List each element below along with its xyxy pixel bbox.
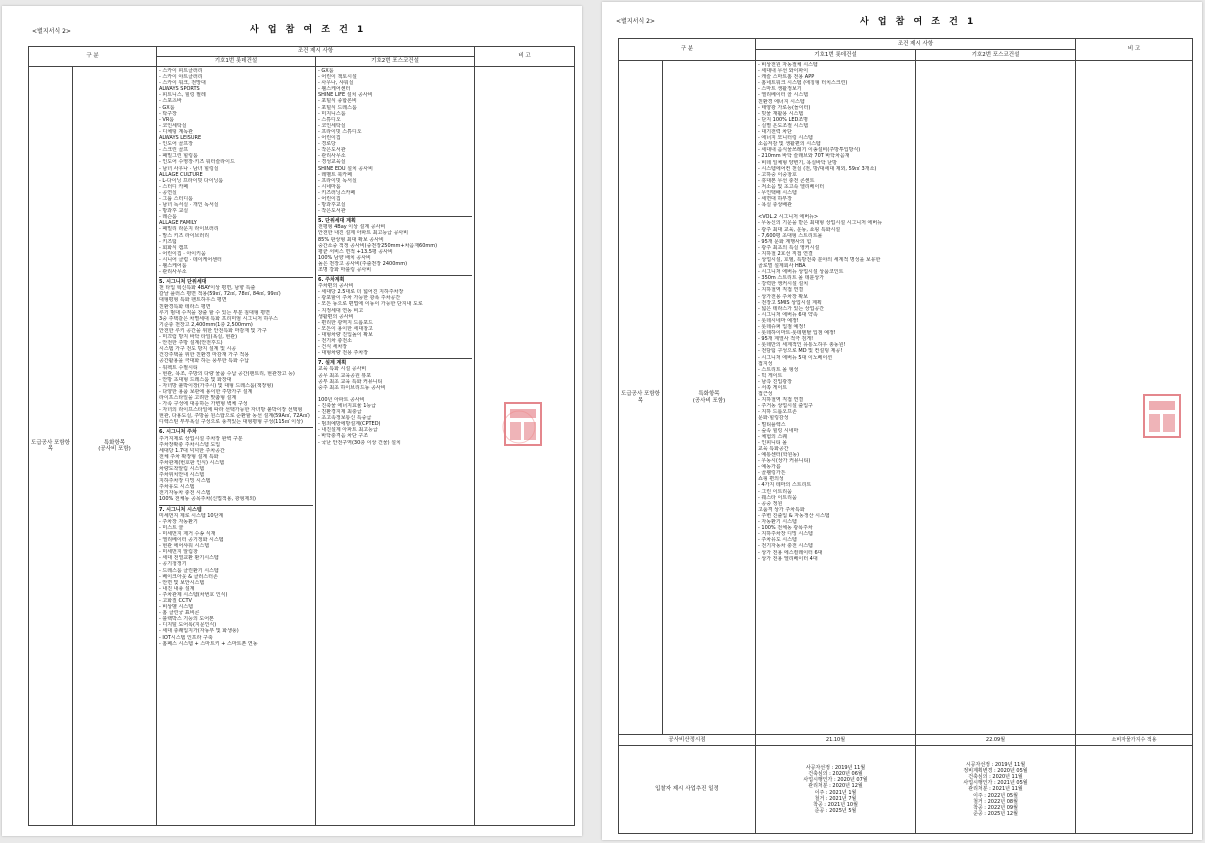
list-item: - 넓은 테라스가 있는 상업공간 — [758, 305, 825, 312]
list-item: - 체험의 스퀘 — [758, 433, 788, 440]
list-item: - 그룹 스터디룸 — [159, 195, 193, 202]
row-sublabel: 특화항목 (공사비 포함) — [663, 61, 756, 735]
list-item: - 캐슬 스마트홈 전용 APP — [758, 74, 815, 81]
list-item: - 세대 층쾌입지가(자동부 및 화생풍) — [159, 628, 239, 635]
list-item: - 프라이빗 스튜디오 — [318, 128, 362, 135]
page-title: 사 업 참 여 조 건 1 — [250, 25, 367, 35]
list-item: - 강력한 앵커시설 설치 — [758, 281, 809, 288]
list-item: - IOT시스템 인프라 구축 — [159, 634, 213, 641]
list-item: - 현관, 욕조, 주방의 다량 물품 수납 공간(팬트리, 현관장고 등) — [159, 370, 295, 377]
list-item: - 어린이집 · 아이키움 — [159, 250, 206, 257]
list-item: - 탁구장 — [159, 110, 177, 117]
list-item: - 작은도서관 — [318, 147, 346, 154]
list-item: - 안방 초대형 드레스룸 및 화장대 — [159, 376, 232, 383]
list-item: 전체 주차 확장형 설계 특화 — [159, 453, 219, 460]
list-item: - 7,600평 초대형 스트리트몰 — [758, 232, 823, 239]
list-item: - 남녀 사우나 · 남녀 힐링실 — [159, 165, 219, 172]
list-item: - 대기전력 차단 — [758, 129, 792, 136]
list-item: - 비상벨 시스템 — [159, 604, 193, 611]
list-item: - GX룸 — [159, 104, 175, 111]
list-item: - L-다이닝 프라이빗 다이닝룸 — [159, 177, 224, 184]
list-item: - 골웰링가든 — [758, 470, 786, 477]
schedule-item: 관리처분 : 2021년 11월 — [968, 786, 1023, 793]
document-page-1 — [2, 6, 582, 836]
page-title: 사 업 참 여 조 건 1 — [860, 17, 977, 27]
list-item: 친환경 에너지 시스템 — [758, 98, 805, 105]
list-item: 지하주차장 디밍 시스템 — [159, 478, 211, 485]
list-item: - 세대내 무선 와이파이 — [758, 68, 809, 75]
list-item: 현관, 다용도실, 주방을 원스탑으로 순환할 동선 설계(59A㎡, 72A㎡) — [159, 413, 310, 420]
list-item: - 롯데만의 세계적인 유통노하우 총동원! — [758, 342, 846, 349]
list-item: - 공연실 — [159, 189, 177, 196]
section-heading: 5. 단위세대 계획 — [318, 218, 356, 225]
list-item: - 전기차 충전소 — [318, 338, 352, 345]
list-item: - 미지니스룸 — [318, 110, 346, 117]
list-item: - 바닥충격음 차단 구조 — [318, 433, 369, 440]
list-item: - 주차관제 시스템(차번호 인식) — [159, 591, 228, 598]
list-item: 친환경특화 테라스 평면 — [159, 303, 211, 310]
list-item: 공간활용을 극대화 하는 풍부한 특화 수납 — [159, 358, 250, 365]
schedule-item: 정비계획변경 : 2020년 05월 — [963, 768, 1028, 775]
remarks-cell — [475, 67, 575, 826]
list-item: - 홈페스 시스템 + 스마트키 + 스마트폰 연동 — [159, 640, 258, 647]
list-item: 중주 최초 하이브리드동 공사비 — [318, 384, 386, 391]
list-item: - GX룸 — [318, 68, 334, 74]
schedule-item: 사업시행인가 : 2021년 05월 — [963, 780, 1028, 787]
list-item: - 전기자동차 충전 시스템 — [758, 543, 813, 550]
section-heading: 7. 설계 계획 — [318, 360, 347, 367]
list-item: 접근성 — [758, 391, 773, 398]
list-item: - 시그니처 에버뉴 6대 약속 — [758, 311, 818, 318]
list-item: - 상업시설, 호텔, 특방전축 분야의 세계적 명성을 보유한 — [758, 257, 881, 263]
list-item: - 350m 스트리트 몰 데뷴상가 — [758, 275, 825, 282]
list-item: - 시그니처 에버뉴 5대 이노베이션 — [758, 354, 833, 361]
list-item: - 포털식 종합론비 — [318, 98, 357, 105]
list-item: 차량도착알림 시스템 — [159, 466, 205, 472]
schedule-item: 건축심의 : 2020년 11월 — [968, 774, 1023, 781]
list-item: - 사우나, 샤워실 — [318, 80, 354, 87]
schedule-item: 준공 : 2025년 5월 — [814, 807, 857, 814]
list-item: 세대당 1.7대 넉넉한 주차공간 — [159, 447, 225, 454]
list-item: - 숲속 힐링 시네마 — [758, 427, 799, 434]
list-item: - 포털식 드레스룸 — [318, 104, 357, 111]
list-item: - 공기청정기 — [159, 561, 187, 568]
list-item: - 관리사무소 — [159, 269, 187, 276]
list-item: - 광주 최초의 특실 영커시설 — [758, 244, 820, 251]
list-item: - 롯데시네마 예정! — [758, 317, 799, 324]
list-item: - 시스템에어컨 천실 (전, 방/대세대 제외, 59㎡ 3개소) — [758, 165, 877, 172]
schedule-item: 준공 : 2025년 12월 — [973, 810, 1018, 817]
list-item: - 방과후 교실 — [159, 208, 189, 215]
list-item: - 베이크아웃 & 클러스터존 — [159, 573, 218, 580]
list-item: 시스템 가구 전도 방지 설계 및 시공 — [159, 346, 237, 353]
schedule-item: 철거 : 2022년 08월 — [973, 798, 1018, 805]
list-item: 주차유도 시스템 — [159, 484, 195, 491]
biz-cost-remark: 소비자물가지수 적용 — [1076, 735, 1193, 746]
list-item: - 스마트 생활정보기 — [758, 86, 802, 93]
section-heading: 6. 주차계획 — [318, 277, 345, 284]
list-item: 소음저감 및 생활편의 시스템 — [758, 141, 821, 148]
list-item: - 광포할이 주차 가능한 광폭 주차공간 — [318, 295, 401, 302]
list-item: - 광주 최대 교육, 운동, 쇼핑 특화시설 — [758, 226, 841, 233]
section-heading: 7. 시그니처 시스템 — [159, 506, 202, 513]
list-item: - 에너지 모니터링 시스템 — [758, 135, 813, 142]
header-category: 구 분 — [29, 47, 157, 67]
list-item: - 고화질 CCTV — [159, 597, 192, 604]
header-category: 구 분 — [619, 39, 756, 61]
list-item: - 예통센터(학원동) — [758, 452, 800, 458]
list-item: - 인도어 수영장·키즈 워터슬라이드 — [159, 159, 235, 166]
list-item: - 내진설계 아파트 최고등급 — [318, 427, 378, 434]
list-item: - 상가전용 주차장 확보 — [758, 293, 809, 300]
red-seal-stamp-icon — [499, 397, 547, 451]
list-item: - 피트니스, 힐링 필레 — [159, 92, 206, 99]
list-item: - 코인세탁실 — [318, 122, 346, 129]
list-item: - VR룸 — [159, 116, 175, 123]
list-item: - 지하철역 직접 연결 — [758, 397, 804, 404]
list-item: 기준층 천장고 2,400mm(1층 2,500mm) — [159, 321, 253, 328]
list-item: - 롯데하이마트·롯데텐탈 입점 예정! — [758, 330, 836, 337]
list-item: - 실별 온도조절 시스템 — [758, 122, 809, 129]
list-item: - 현관 에어샤워 시스템 — [159, 543, 210, 550]
list-item: - 어린이집 — [318, 195, 341, 202]
schedule-bidder-2 — [916, 746, 1076, 834]
list-item: 교육 특화공간 — [758, 445, 789, 452]
list-item: 공무 최초 교육공원 뷰포 — [318, 372, 372, 379]
list-item: ALLAGE CULTURE — [159, 171, 203, 178]
list-item: - 상가 전용 엘리베이터 4대 — [758, 555, 818, 562]
item-section — [318, 216, 472, 273]
bidder-2-items-empty — [916, 61, 1076, 735]
list-item: - 코인세탁실 — [159, 122, 187, 129]
list-item: 높은 천장고 공사비(주출천장 2400mm) — [318, 260, 408, 267]
remarks-cell — [1076, 61, 1193, 735]
bidder-1-items — [157, 67, 316, 826]
list-item: - 관리사무소 — [318, 153, 346, 160]
row-sublabel: 특화항목 (공사비 포함) — [73, 67, 157, 826]
list-item: - 회화식 캠프 — [159, 244, 189, 251]
list-item: 3중 주택같은 차별세대 특화 프리미엄 시그니처 하우스 — [159, 315, 278, 322]
list-item: 주차위치안내 시스템 — [159, 472, 205, 479]
list-item: 평균 서비스 면적 +13.5평 공사비 — [318, 248, 393, 255]
schedule-item: 시공자선정 : 2019년 11월 — [965, 762, 1026, 769]
list-item: - 세대 전열교환 환기시스템 — [159, 555, 219, 562]
list-item: - 스크린 골프 — [159, 147, 189, 154]
schedule-item: 철거 : 2021년 7월 — [814, 795, 857, 802]
list-item: - 패밀리 라운지 라이브러리 — [159, 226, 219, 233]
list-item: - 지하철역 직접 연결 — [758, 287, 804, 294]
list-item: - 키즈러닝스카페 — [318, 189, 356, 196]
list-item: - 엘리베이터 공기정화 시스템 — [159, 537, 224, 544]
list-item: 주차장확충 주차시스템 도입 — [159, 441, 221, 448]
list-item: 접지성 — [758, 360, 773, 367]
list-item: <VOL.2 시그니처 에버뉴> — [758, 214, 819, 221]
list-item: - 95개 계열사 적극 검게! — [758, 336, 814, 343]
list-item: - 태양광 가로등(놀이터) — [758, 104, 811, 111]
list-item: 조명 강화 마블링 공사비 — [318, 267, 372, 273]
list-item: 라이프스타일을 고려한 맞춤형 설계 — [159, 394, 237, 401]
bidder-1-items — [756, 61, 916, 735]
list-item: ALWAYS SPORTS — [159, 86, 200, 93]
list-item: - 저소음 및 초고속 엘리베이터 — [758, 183, 825, 190]
row-label: 도급공사 포함항목 — [29, 67, 73, 826]
list-item: - 단지 100% LED조명 — [758, 116, 808, 123]
list-item: 주차편의 공사비 — [318, 283, 354, 290]
schedule-item: 사공자선정 : 2019년 11월 — [805, 765, 866, 772]
list-item: 문화·힐링감성 — [758, 415, 789, 422]
list-item: - 홈네트워크 시스템 (애칭형 터치스크린) — [758, 80, 848, 87]
list-item: - 욕실 층상배관 — [758, 202, 792, 209]
list-item: 안전한 내진 설계 아파트 최고등급 공사비 — [318, 230, 409, 237]
list-item: 공부 최초 교육 특화 커뮤니티 — [318, 378, 383, 385]
list-item: - 키즈팀 — [159, 238, 177, 245]
list-item: - 지하철 2호선 직접 연결 — [758, 250, 813, 257]
list-item: - 스카이 피트클러리 — [159, 68, 203, 74]
list-item: 갈날 플러스 평면 적용(59㎡, 72㎡, 78㎡, 84㎡, 99㎡) — [159, 291, 281, 298]
list-item: - 예동가름 — [758, 464, 781, 471]
schedule-label: 입찰자 제시 사업추진 일정 — [619, 746, 756, 834]
list-item: - 다양한 용품 보관에 용이한 주방가구 설계 — [159, 388, 253, 395]
list-item: - 무동신의 기운을 받은 최대형 상업시설 시그니처 에버뉴 — [758, 220, 883, 227]
header-bidder-2: 기호2번 포스코건설 — [316, 57, 475, 67]
list-item: - 고하중 이중창호 — [758, 171, 797, 178]
list-item: - 미세먼지 알림창 — [159, 549, 198, 556]
list-item: - 스터디 카페 — [159, 183, 189, 190]
list-item: - 웰스케어룸 — [159, 263, 187, 269]
list-item: 100% 남향 배치 공사비 — [318, 254, 371, 261]
schedule-remark — [1076, 746, 1193, 834]
biz-cost-bidder-2: 22.09월 — [916, 735, 1076, 746]
bidder-2-items — [316, 67, 475, 826]
list-item: - 빅 게이트 — [758, 372, 783, 379]
list-item: 전평형 4Bay 이상 설계 공사비 — [318, 224, 386, 231]
list-item: - 프라이빗 독서실 — [318, 177, 357, 184]
list-item: - 웰스케어센터 — [318, 86, 351, 93]
list-item: - 공중 정원 — [758, 500, 783, 507]
list-item: - 210mm 바닥 슬래브와 70T 바닥차음재 — [758, 153, 850, 160]
list-item: - 블랙박스 기능의 도어폰 — [159, 616, 214, 623]
list-item: - 시니어 클럽 · 데이케어센터 — [159, 256, 222, 263]
list-item: - 미세먼지 제거 수송 식재 — [159, 530, 216, 537]
list-item: 디렉스틴 부부욕실 구성으로 풍격있는 대형평형 구성(115㎡ 이상) — [159, 419, 303, 426]
list-item: - 맘스 키즈 라이브러리 — [159, 232, 210, 239]
list-item: - 작은도서관 — [318, 208, 346, 215]
header-bidder-2: 기호2번 포스코건설 — [916, 50, 1076, 61]
header-conditions: 조건 제시 사항 — [756, 39, 1076, 50]
form-label: <별지서식 2> — [32, 28, 71, 35]
list-item: - 초고속정보통신 특중급 — [318, 415, 372, 422]
item-section — [159, 505, 313, 647]
list-item: - 모든 동으로 편법에 이동이 가능한 단지내 도로 — [318, 301, 423, 308]
list-item: - 휴대폰 무선 충전 콘센트 — [758, 177, 815, 184]
list-item: - 지정세대 연동 비고 — [318, 307, 364, 314]
item-section — [159, 277, 313, 425]
list-item: 85% 판상형 최대 확보 공사비 — [318, 236, 384, 243]
list-item: - 자동환기 시스템 — [758, 519, 797, 526]
list-item: 고품격 상가 주차특화 — [758, 506, 805, 513]
list-item: - 100% 전체동 광폭주차 — [758, 525, 813, 532]
list-item: 미세먼지 제로 시스템 10단계 — [159, 512, 224, 519]
list-item: - 범죄예방에방설계(CPTED) — [318, 421, 381, 428]
header-bidder-1: 기호1번 롯데건설 — [756, 50, 916, 61]
list-item: - 무인택배 시스템 — [758, 189, 797, 196]
list-item: - 스트리트 몰 형성 — [758, 366, 799, 373]
list-item: - 남측 진입광장 — [758, 378, 792, 385]
list-item: - 어린이 책토시설 — [318, 74, 357, 81]
list-item: - 스포츠바 — [159, 98, 182, 105]
list-item: - 국난 안전구역(30층 이상 건물) 설치 — [318, 439, 401, 446]
list-item: - 레슨룸 — [159, 214, 177, 221]
list-item: - 스카이 워크, 전망대 — [159, 80, 206, 87]
header-remarks: 비 고 — [1076, 39, 1193, 61]
list-item: - 4가지 테마의 스트리트 — [758, 482, 812, 489]
list-item: - 인도어 골프장 — [159, 141, 193, 148]
list-item: - 어린이집 — [318, 135, 341, 142]
list-item: - 디지털 도어록(지문인식) — [159, 622, 217, 629]
list-item: - 주차유도 시스템 — [758, 537, 797, 544]
list-item: - 안전한 주방 설계(안전후드) — [159, 340, 223, 347]
list-item: 대형평형 특화 팬트하우스 평면 — [159, 297, 227, 304]
list-item: 건강주택을 위한 친환경 마감재 가구 적용 — [159, 352, 250, 359]
list-item: - 모든이 용이한 세대창고 — [318, 325, 373, 332]
list-item: - 내진 내풍 설계 — [159, 585, 195, 592]
schedule-item: 이주 : 2022년 05월 — [973, 792, 1018, 799]
list-item: - 주거동 상업시설 출입구 — [758, 403, 813, 410]
list-item: - 안면 및 보안시스템 — [159, 579, 205, 586]
form-label: <별지서식 2> — [616, 18, 655, 25]
list-item: - 서쪽 게이트 — [758, 384, 788, 391]
document-page-2 — [602, 2, 1202, 840]
list-item: - 주차장 자동환기 — [159, 518, 198, 525]
list-item: 중간소중 적정 공사비(중천장250mm+차음재60mm) — [318, 242, 438, 249]
list-item: - 우동시(상가 커뮤니티) — [758, 458, 811, 465]
list-item: ALLAGE FAMILY — [159, 220, 197, 227]
list-item: 골로벌 설계회사 HBA — [758, 263, 806, 270]
list-item: - 미끄럼 방지 바닥 타일(욕실, 현관) — [159, 334, 238, 341]
list-item: - 전담팀 구성으로 MD 및 컨설팅 제공! — [758, 348, 843, 355]
item-section — [318, 68, 472, 214]
list-item: - 자녀의 라이프스타일에 따라 선택가능한 자녀방 붙박이장 선택형 — [159, 407, 303, 414]
list-item: - 홈 클린궁 표비콘 — [159, 610, 200, 617]
schedule-item: 건축심의 : 2020년 06월 — [808, 771, 863, 778]
list-item: - 대형차량 진입높이 확보 — [318, 331, 373, 338]
list-item: 전기자동차 충전 시스템 — [159, 490, 211, 497]
section-heading: 5. 시그니처 단위세대 — [159, 279, 207, 286]
list-item: 쇼핑 편의성 — [758, 476, 784, 483]
list-item: - 미스트 쿨 — [159, 524, 184, 531]
list-item: - 디체팅 계독관 — [159, 128, 193, 135]
list-item: - 경로당 — [318, 141, 336, 148]
list-item: - 전장고 SMIS 상업시설 계획 — [758, 299, 822, 306]
list-item: - 시네마룸 — [318, 183, 341, 190]
list-item: 교육 특화 시설 공사비 — [318, 366, 367, 373]
list-item: - 방과후교실 — [318, 202, 346, 209]
list-item: - 진축물 에너지효율 1등급 — [318, 402, 377, 409]
list-item: - 멀티플렉스 — [758, 421, 786, 428]
list-item: - 지하 드롭오프존 — [758, 409, 797, 416]
list-item: - 95개 문화 계행사의 힘 — [758, 238, 812, 245]
list-item: - 친환경지제 최충급 — [318, 409, 362, 416]
list-item: - 세대당 2.5대로 더 넓어진 지하주차장 — [318, 289, 404, 296]
list-item: - 빗물 재활용 시스템 — [758, 110, 804, 117]
list-item: ALWAYS LEISURE — [159, 135, 202, 142]
list-item: - 가족 구성에 대응하는 가변형 벽체 구성 — [159, 401, 248, 408]
item-section — [318, 358, 472, 445]
list-item: - 패밀그린 힐링룸 — [159, 153, 198, 160]
list-item: - 스튜디오 — [318, 116, 341, 123]
list-item: 천 타입 혁신특화 4BAY이상 평면, 남향 특출 — [159, 285, 256, 292]
list-item: SHINE LIFE 설치 공사비 — [318, 92, 373, 99]
list-item: - 대형차량 전용 주차장 — [318, 350, 369, 357]
list-item: - 워펙트 수필시티 — [159, 364, 198, 371]
list-item: - 건식 세차장 — [318, 344, 348, 351]
list-item: - 상가 전용 에스컬레이터 6대 — [758, 549, 823, 556]
row-label: 도급공사 포함항목 — [619, 61, 663, 735]
schedule-bidder-1 — [756, 746, 916, 834]
list-item: - 세대내 음식물쓰레기 이송설비(주방투입방식) — [758, 147, 861, 154]
list-item: 100% 전체동 공목주차(신법적용, 광형제외) — [159, 496, 257, 503]
conditions-table — [618, 38, 1193, 834]
header-remarks: 비 고 — [475, 47, 575, 67]
header-conditions: 조건 제시 사항 — [157, 47, 475, 57]
list-item: - 시그니처 에버뉴 상업시설 상품코인트 — [758, 269, 844, 276]
list-item: - 스카이 야트클러리 — [159, 74, 203, 81]
list-item: - 인피니티 몰 — [758, 439, 788, 446]
item-section — [159, 427, 313, 502]
schedule-item: 관리처분 : 2020년 12월 — [808, 783, 863, 790]
conditions-table — [28, 46, 575, 826]
list-item: 안전한 루키 공간을 위한 안전특화 마감재 및 가구 — [159, 327, 267, 334]
list-item: - 레벨트 북카페 — [318, 171, 352, 178]
list-item: - 비데 일체형 양변기, 욕실바닥 난방 — [758, 159, 837, 166]
list-item: - 그린 이트리움 — [758, 488, 792, 495]
schedule-item: 착공 : 2022년 09월 — [973, 804, 1018, 811]
list-item: - 주변 진출입 & 자동정산 시스템 — [758, 512, 830, 519]
schedule-item: 착공 : 2021년 10월 — [813, 801, 858, 808]
list-item: 주거지제로 상업시설 주차장 완벽 구분 — [159, 435, 243, 442]
list-item: - 롯데슈퍼 입점 예정! — [758, 324, 806, 331]
list-item: - 웨스타 이트리움 — [758, 494, 797, 501]
list-item: - 엘리베이터 콜 시스템 — [758, 92, 809, 99]
list-item: - 편리한 광역지 드롭포드 — [318, 319, 373, 326]
item-section — [318, 275, 472, 356]
section-heading: 6. 시그니처 주차 — [159, 429, 197, 436]
list-item: - 경성교육실 — [318, 159, 346, 166]
list-item: 생활편의 공사비 — [318, 313, 354, 320]
item-section — [159, 68, 313, 275]
list-item: 100년 아파트 공사비 — [318, 396, 365, 403]
list-item: - 지하주차장 디밍 시스템 — [758, 531, 813, 538]
red-seal-stamp-icon — [1138, 389, 1186, 443]
biz-cost-bidder-1: 21.10월 — [756, 735, 916, 746]
list-item: - 남녀 독서실 · 개인 독서실 — [159, 202, 219, 209]
list-item: - 비상전원 자동절체 시스템 — [758, 62, 818, 68]
list-item: SHINE EDU 설치 공사비 — [318, 165, 373, 172]
biz-cost-label: 공사비산정시점 — [619, 735, 756, 746]
schedule-item: 이주 : 2021년 1월 — [814, 789, 857, 796]
header-bidder-1: 기호1번 롯데건설 — [157, 57, 316, 67]
list-item: - 세면대 하부장 — [758, 196, 792, 203]
schedule-item: 사업시행인가 : 2020년 07월 — [803, 777, 868, 784]
list-item: 루기 범대 수직을 창출 할 수 있는 부분 침대형 평면 — [159, 309, 270, 316]
list-item: 주차관제(번호판 인식) 시스템 — [159, 459, 225, 466]
list-item: - 자녀방 붙박이장(가주시) 및 대형 드레스룸(책장형) — [159, 382, 274, 389]
list-item: - 드레스룸 클린환기 시스템 — [159, 567, 219, 574]
